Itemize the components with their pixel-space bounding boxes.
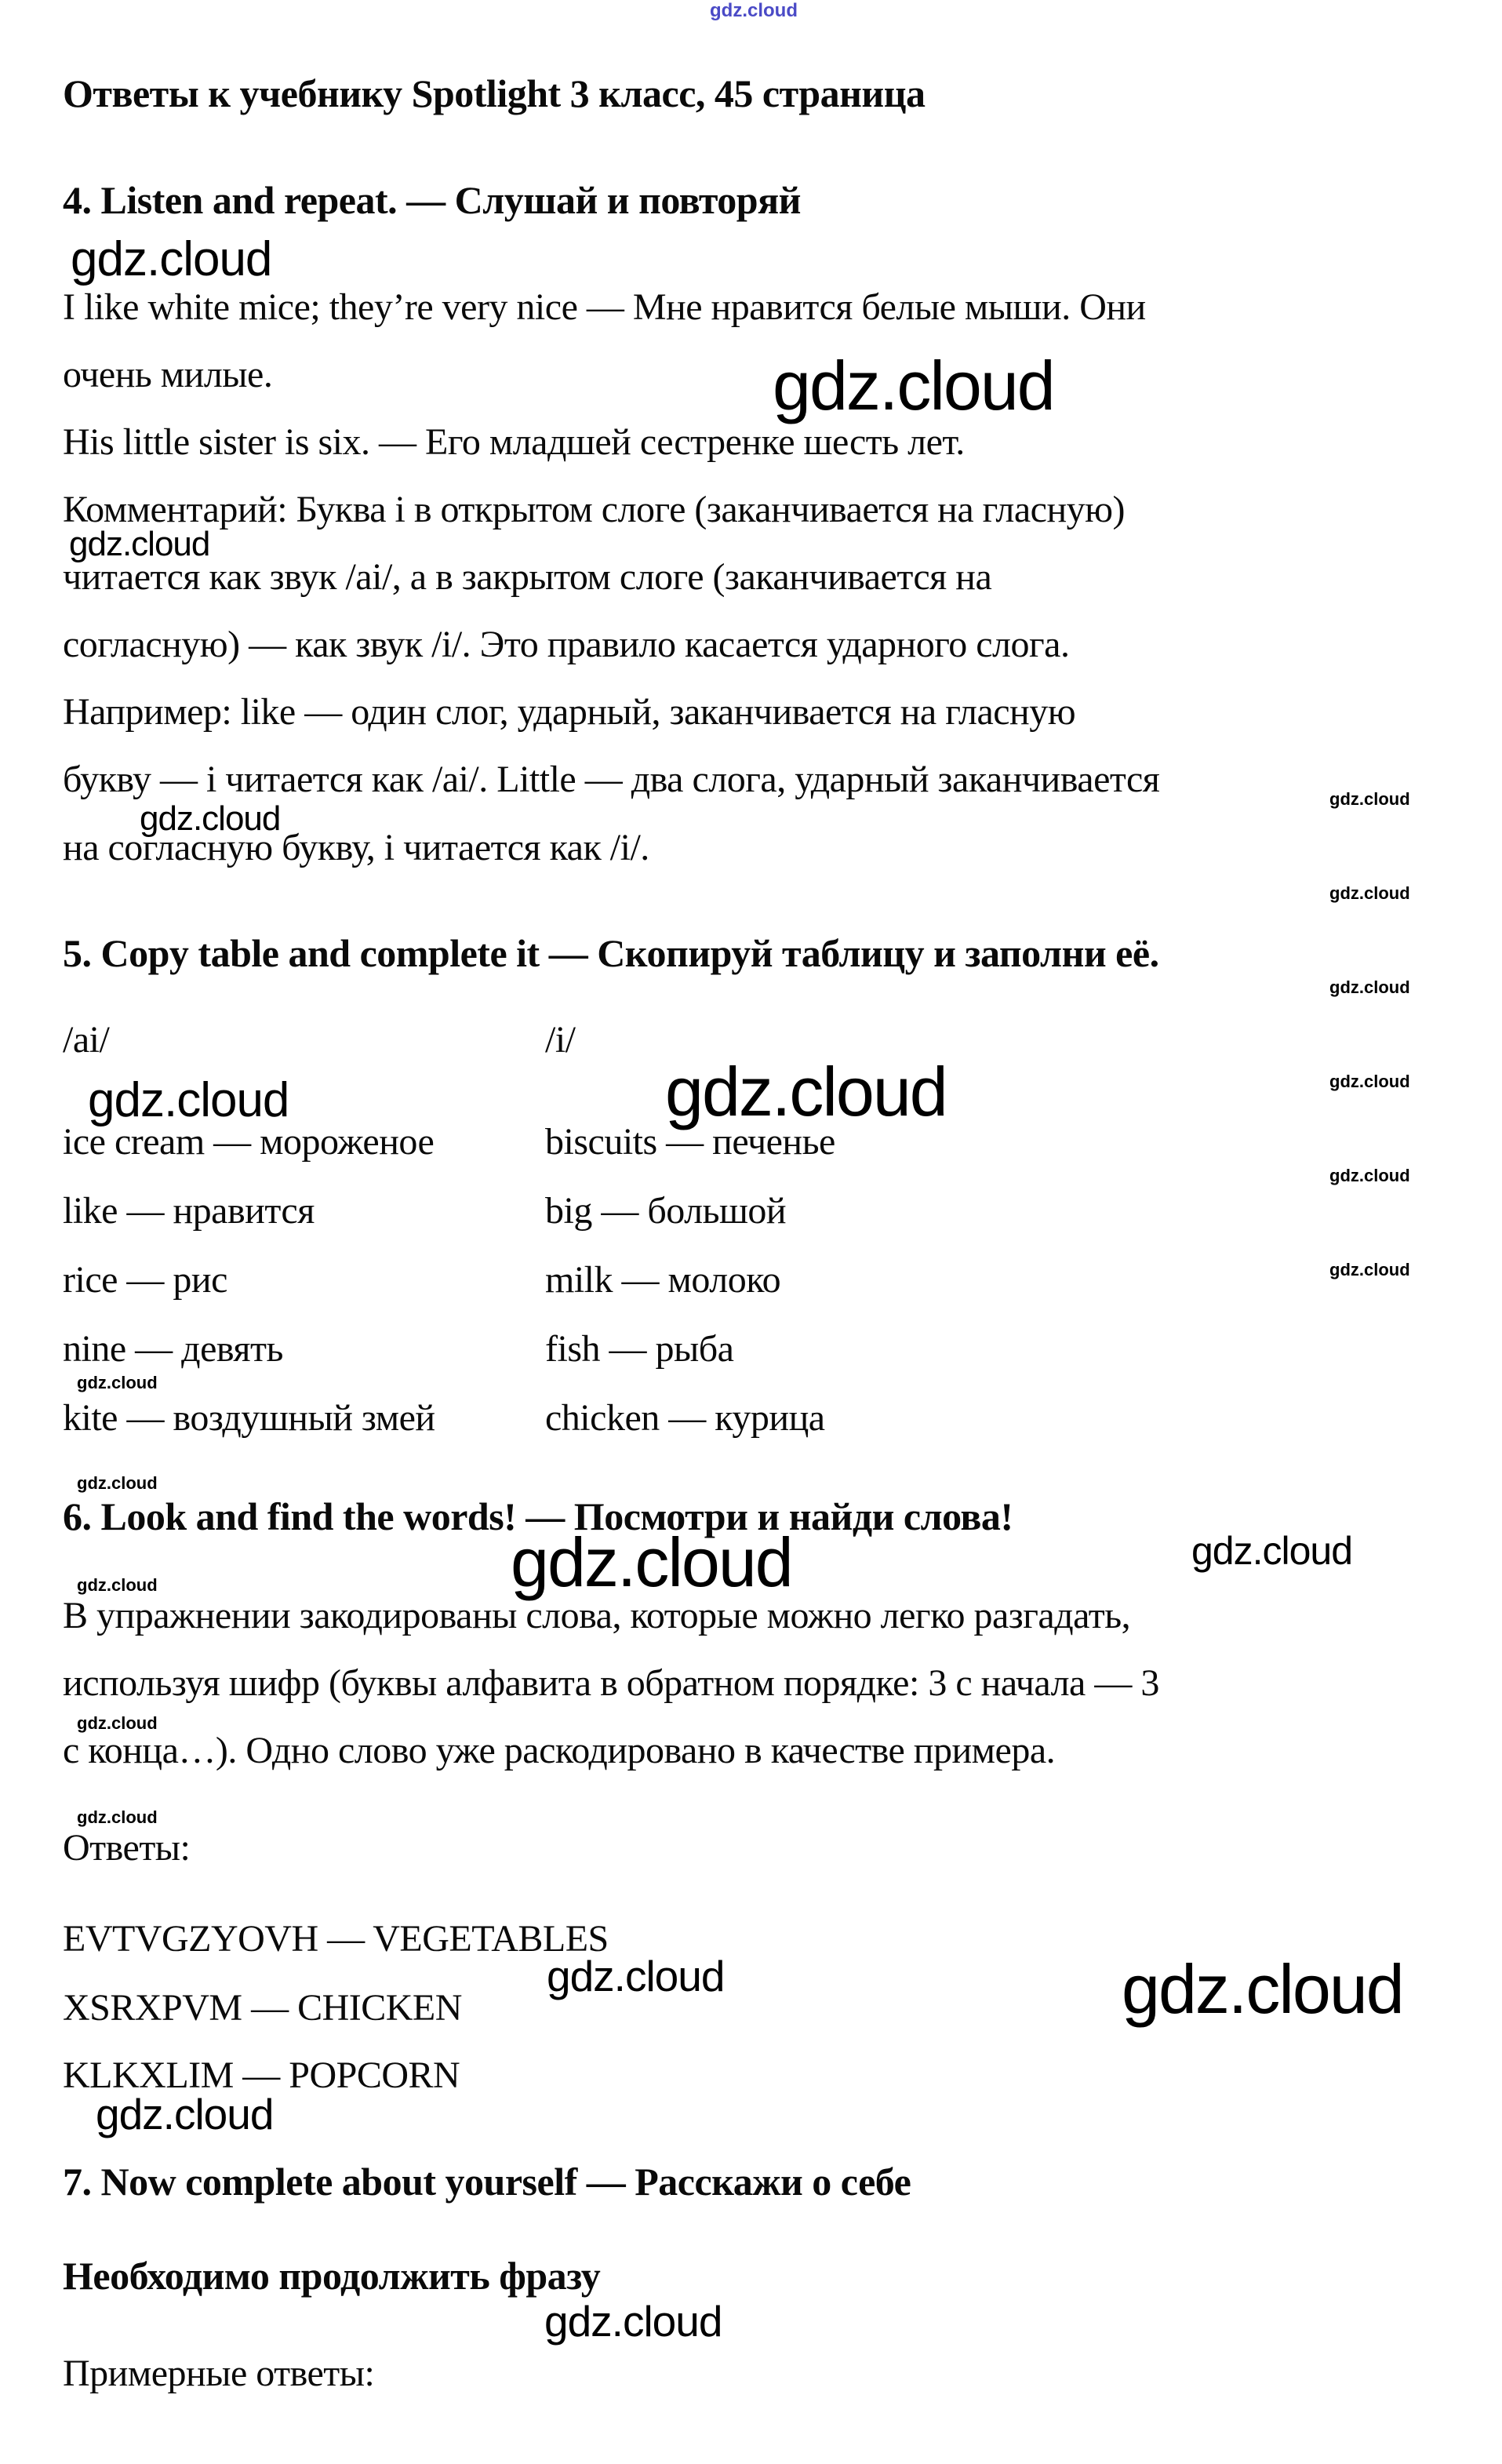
table-row-1-col-2: biscuits — печенье <box>545 1121 835 1163</box>
watermark-gdz-cloud: gdz.cloud <box>77 1373 158 1392</box>
watermark-gdz-cloud: gdz.cloud <box>77 1473 158 1493</box>
task4-line-2: очень милые. <box>63 354 273 395</box>
watermark-gdz-cloud: gdz.cloud <box>88 1073 289 1127</box>
watermark-gdz-cloud: gdz.cloud <box>69 525 210 563</box>
task6-para-3: с конца…). Одно слово уже раскодировано в качестве примера. <box>63 1730 1056 1771</box>
task4-comment-4: Например: like — один слог, ударный, заканчивается на гласную <box>63 691 1076 733</box>
watermark-gdz-cloud: gdz.cloud <box>1122 1950 1403 2028</box>
task7-note: Необходимо продолжить фразу <box>63 2254 601 2298</box>
table-row-3-col-2: milk — молоко <box>545 1259 781 1301</box>
watermark-gdz-cloud: gdz.cloud <box>773 347 1054 424</box>
table-row-3-col-1: rice — рис <box>63 1259 227 1301</box>
table-row-4-col-2: fish — рыба <box>545 1328 734 1370</box>
table-col1-header: /ai/ <box>63 1019 110 1061</box>
table-row-1-col-1: ice cream — мороженое <box>63 1121 435 1163</box>
watermark-gdz-cloud-top: gdz.cloud <box>710 0 798 21</box>
task7-heading: 7. Now complete about yourself — Расскажи о себе <box>63 2160 911 2204</box>
table-col2-header: /i/ <box>545 1019 576 1061</box>
task4-line-1: I like white mice; they’re very nice — Мне нравится белые мыши. Они <box>63 286 1146 328</box>
task6-para-2: используя шифр (буквы алфавита в обратном порядке: 3 с начала — 3 <box>63 1662 1159 1704</box>
table-row-2-col-2: big — большой <box>545 1190 787 1232</box>
watermark-gdz-cloud: gdz.cloud <box>511 1523 792 1601</box>
task6-heading: 6. Look and find the words! — Посмотри и найди слова! <box>63 1494 1013 1538</box>
task6-para-1: В упражнении закодированы слова, которые можно легко разгадать, <box>63 1595 1131 1636</box>
watermark-gdz-cloud: gdz.cloud <box>71 232 272 286</box>
task4-comment-1: Комментарий: Буква i в открытом слоге (заканчивается на гласную) <box>63 489 1125 530</box>
watermark-gdz-cloud: gdz.cloud <box>1329 1166 1410 1185</box>
watermark-gdz-cloud: gdz.cloud <box>1329 1072 1410 1091</box>
table-row-5-col-2: chicken — курица <box>545 1397 825 1439</box>
task4-comment-6: на согласную букву, i читается как /i/. <box>63 827 649 868</box>
watermark-gdz-cloud: gdz.cloud <box>1191 1529 1353 1573</box>
watermark-gdz-cloud: gdz.cloud <box>547 1952 725 2000</box>
table-row-4-col-1: nine — девять <box>63 1328 283 1370</box>
task4-comment-2: читается как звук /ai/, а в закрытом слоге (заканчивается на <box>63 556 992 598</box>
task4-line-3: His little sister is six. — Его младшей сестренке шесть лет. <box>63 421 965 463</box>
task6-answer-3: KLKXLIM — POPCORN <box>63 2055 460 2096</box>
table-row-2-col-1: like — нравится <box>63 1190 315 1232</box>
watermark-gdz-cloud: gdz.cloud <box>140 799 281 838</box>
watermark-gdz-cloud: gdz.cloud <box>544 2297 722 2346</box>
task4-comment-5: букву — i читается как /ai/. Little — два слога, ударный заканчивается <box>63 759 1160 800</box>
task5-heading: 5. Copy table and complete it — Скопируй таблицу и заполни её. <box>63 931 1159 975</box>
watermark-gdz-cloud: gdz.cloud <box>77 1713 158 1733</box>
table-row-5-col-1: kite — воздушный змей <box>63 1397 435 1439</box>
watermark-gdz-cloud: gdz.cloud <box>77 1807 158 1827</box>
page-title: Ответы к учебнику Spotlight 3 класс, 45 страница <box>63 71 926 115</box>
watermark-gdz-cloud: gdz.cloud <box>1329 789 1410 809</box>
watermark-gdz-cloud: gdz.cloud <box>96 2090 274 2138</box>
watermark-gdz-cloud: gdz.cloud <box>1329 977 1410 997</box>
task6-answer-2: XSRXPVM — CHICKEN <box>63 1987 462 2029</box>
watermark-gdz-cloud: gdz.cloud <box>1329 1260 1410 1279</box>
task6-answer-1: EVTVGZYOVH — VEGETABLES <box>63 1918 609 1960</box>
task7-sample-label: Примерные ответы: <box>63 2353 375 2394</box>
task6-answers-label: Ответы: <box>63 1827 191 1869</box>
watermark-gdz-cloud: gdz.cloud <box>665 1053 947 1130</box>
task4-heading: 4. Listen and repeat. — Слушай и повторяй <box>63 178 801 222</box>
task4-comment-3: согласную) — как звук /i/. Это правило касается ударного слога. <box>63 624 1070 665</box>
watermark-gdz-cloud: gdz.cloud <box>77 1575 158 1595</box>
watermark-gdz-cloud: gdz.cloud <box>1329 883 1410 903</box>
